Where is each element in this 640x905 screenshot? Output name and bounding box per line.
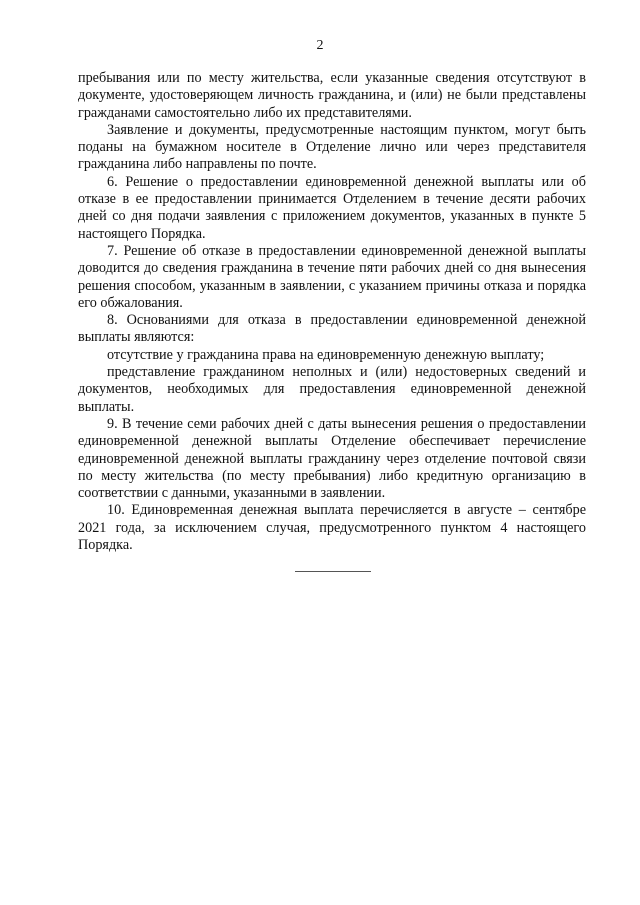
paragraph-item-8: 8. Основаниями для отказа в предоставлении единовременной денежной выплаты являются: xyxy=(78,312,586,346)
end-divider-line xyxy=(295,571,371,572)
paragraph-item-10: 10. Единовременная денежная выплата перечисляется в августе – сентябре 2021 года, за исключением случая, предусмотренного пунктом 4 настоящего Порядка. xyxy=(78,502,586,554)
paragraph-item-8-reason-2: представление гражданином неполных и (или) недостоверных сведений и документов, необходимых для предоставления единовременной денежной выплаты. xyxy=(78,364,586,415)
page-number: 2 xyxy=(316,38,324,53)
paragraph-item-9: 9. В течение семи рабочих дней с даты вынесения решения о предоставлении единовременной денежной выплаты Отделение обеспечивает перечисление единовременной денежной выплаты гражданину через отделение почтовой связи по месту жительства (по месту пребывания) либо кредитную организацию в соответствии с данными, указанными в заявлении. xyxy=(78,415,586,502)
paragraph-item-6: 6. Решение о предоставлении единовременной денежной выплаты или об отказе в ее предоставлении принимается Отделением в течение десяти рабочих дней со дня подачи заявления с приложением документов, указанных в пункте 5 настоящего Порядка. xyxy=(78,173,586,242)
document-body xyxy=(78,70,586,554)
paragraph-item-8-reason-1: отсутствие у гражданина права на единовременную денежную выплату; xyxy=(107,346,545,363)
paragraph-continuation: пребывания или по месту жительства, если указанные сведения отсутствуют в документе, удостоверяющем личность гражданина, и (или) не были представлены гражданами самостоятельно либо их представителями. xyxy=(78,70,586,121)
paragraph-submission-methods: Заявление и документы, предусмотренные настоящим пунктом, могут быть поданы на бумажном носителе в Отделение лично или через представителя гражданина либо направлены по почте. xyxy=(78,121,586,173)
paragraph-item-7: 7. Решение об отказе в предоставлении единовременной денежной выплаты доводится до сведения гражданина в течение пяти рабочих дней со дня вынесения решения способом, указанным в заявлении, с указанием причины отказа и порядка его обжалования. xyxy=(78,242,586,311)
